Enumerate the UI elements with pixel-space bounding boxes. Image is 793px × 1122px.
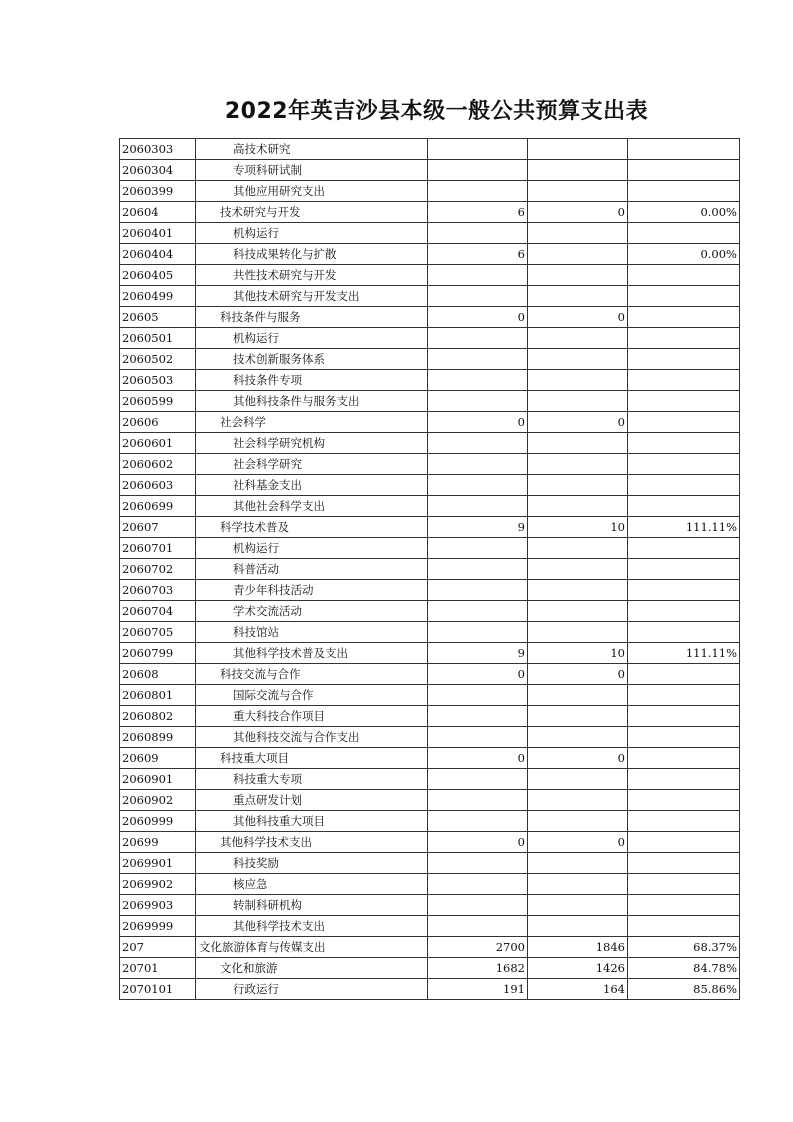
row-value-a [428,223,528,244]
row-name: 文化旅游体育与传媒支出 [196,937,428,958]
row-value-b [528,559,628,580]
row-percent [628,832,740,853]
row-code: 2060705 [120,622,196,643]
row-code: 2060602 [120,454,196,475]
row-value-a: 6 [428,202,528,223]
table-row [120,391,740,412]
row-name: 其他科技交流与合作支出 [196,727,428,748]
row-value-b: 0 [528,664,628,685]
table-row [120,475,740,496]
row-percent [628,769,740,790]
row-code: 2060902 [120,790,196,811]
row-percent [628,853,740,874]
row-value-a [428,874,528,895]
row-value-a [428,727,528,748]
row-percent [628,307,740,328]
row-name: 国际交流与合作 [196,685,428,706]
row-name: 其他科学技术普及支出 [196,643,428,664]
row-value-a [428,811,528,832]
row-value-b: 164 [528,979,628,1000]
row-value-a [428,349,528,370]
row-code: 2060503 [120,370,196,391]
table-row [120,517,740,538]
row-value-a [428,370,528,391]
row-name: 科技条件与服务 [196,307,428,328]
row-code: 2060704 [120,601,196,622]
row-code: 20701 [120,958,196,979]
row-code: 20607 [120,517,196,538]
row-percent [628,874,740,895]
row-value-a [428,160,528,181]
row-value-a [428,559,528,580]
row-name: 社会科学研究 [196,454,428,475]
row-name: 转制科研机构 [196,895,428,916]
row-name: 机构运行 [196,223,428,244]
table-row [120,265,740,286]
row-value-b [528,244,628,265]
row-value-a: 191 [428,979,528,1000]
row-percent [628,223,740,244]
row-value-a: 2700 [428,937,528,958]
row-value-b [528,265,628,286]
table-row [120,244,740,265]
row-value-b: 0 [528,412,628,433]
row-value-a: 6 [428,244,528,265]
row-value-b [528,349,628,370]
row-name: 科技重大项目 [196,748,428,769]
row-value-b [528,286,628,307]
row-percent [628,328,740,349]
row-code: 2060599 [120,391,196,412]
row-value-b [528,580,628,601]
table-row [120,685,740,706]
row-percent [628,559,740,580]
table-row [120,664,740,685]
row-value-b [528,475,628,496]
row-name: 技术研究与开发 [196,202,428,223]
row-percent [628,181,740,202]
table-row [120,874,740,895]
row-code: 2060899 [120,727,196,748]
row-value-b [528,181,628,202]
table-row [120,748,740,769]
row-value-b [528,601,628,622]
table-row [120,496,740,517]
row-value-a: 0 [428,832,528,853]
row-value-b [528,769,628,790]
row-name: 其他技术研究与开发支出 [196,286,428,307]
row-value-b [528,916,628,937]
row-code: 2069902 [120,874,196,895]
table-row [120,916,740,937]
table-row [120,727,740,748]
row-code: 20699 [120,832,196,853]
row-code: 2069999 [120,916,196,937]
row-value-a: 0 [428,307,528,328]
table-row [120,160,740,181]
row-percent [628,370,740,391]
row-code: 20605 [120,307,196,328]
table-row [120,181,740,202]
row-code: 2069901 [120,853,196,874]
budget-table [119,138,740,1000]
row-code: 2060603 [120,475,196,496]
row-code: 2060601 [120,433,196,454]
row-value-b: 10 [528,643,628,664]
row-code: 2060501 [120,328,196,349]
row-name: 科技交流与合作 [196,664,428,685]
table-row [120,832,740,853]
row-value-b [528,685,628,706]
row-name: 核应急 [196,874,428,895]
row-name: 科普活动 [196,559,428,580]
row-value-b: 0 [528,202,628,223]
row-value-b: 1426 [528,958,628,979]
row-percent [628,160,740,181]
row-value-a [428,391,528,412]
row-value-b [528,538,628,559]
row-value-b [528,727,628,748]
row-value-b: 0 [528,307,628,328]
row-value-a [428,790,528,811]
row-percent [628,433,740,454]
row-code: 2060699 [120,496,196,517]
row-percent [628,664,740,685]
table-row [120,979,740,1000]
row-percent [628,496,740,517]
row-percent [628,916,740,937]
table-row [120,769,740,790]
row-code: 2060401 [120,223,196,244]
row-percent [628,139,740,160]
row-name: 机构运行 [196,538,428,559]
row-name: 科技馆站 [196,622,428,643]
row-name: 其他科技重大项目 [196,811,428,832]
row-name: 社科基金支出 [196,475,428,496]
row-value-a [428,496,528,517]
row-name: 社会科学 [196,412,428,433]
row-name: 科技奖励 [196,853,428,874]
row-percent: 85.86% [628,979,740,1000]
row-code: 2060801 [120,685,196,706]
table-row [120,958,740,979]
row-value-b [528,874,628,895]
row-percent [628,265,740,286]
row-value-b: 0 [528,748,628,769]
row-percent: 111.11% [628,643,740,664]
row-percent [628,580,740,601]
row-code: 2060799 [120,643,196,664]
row-name: 文化和旅游 [196,958,428,979]
table-row [120,601,740,622]
row-code: 2060499 [120,286,196,307]
row-percent [628,685,740,706]
row-value-a [428,853,528,874]
row-name: 专项科研试制 [196,160,428,181]
row-percent [628,475,740,496]
row-value-b [528,454,628,475]
row-value-b [528,895,628,916]
row-percent [628,622,740,643]
row-value-a [428,538,528,559]
row-code: 2060703 [120,580,196,601]
row-name: 社会科学研究机构 [196,433,428,454]
table-row [120,139,740,160]
row-code: 2060802 [120,706,196,727]
row-value-b [528,139,628,160]
row-name: 行政运行 [196,979,428,1000]
row-value-a [428,454,528,475]
row-name: 重点研发计划 [196,790,428,811]
row-value-a [428,265,528,286]
row-value-b [528,853,628,874]
row-name: 高技术研究 [196,139,428,160]
row-name: 机构运行 [196,328,428,349]
row-name: 其他社会科学支出 [196,496,428,517]
row-name: 技术创新服务体系 [196,349,428,370]
row-code: 2060399 [120,181,196,202]
row-value-a: 9 [428,517,528,538]
row-name: 青少年科技活动 [196,580,428,601]
row-percent: 0.00% [628,244,740,265]
row-name: 其他科技条件与服务支出 [196,391,428,412]
row-value-b [528,223,628,244]
row-value-a: 1682 [428,958,528,979]
row-percent [628,706,740,727]
row-percent: 84.78% [628,958,740,979]
row-percent [628,538,740,559]
table-row [120,538,740,559]
table-row [120,790,740,811]
row-value-a: 9 [428,643,528,664]
row-percent: 0.00% [628,202,740,223]
row-percent [628,454,740,475]
row-value-b [528,496,628,517]
table-row [120,433,740,454]
table-row [120,559,740,580]
row-name: 其他科学技术支出 [196,832,428,853]
row-value-a: 0 [428,748,528,769]
table-row [120,454,740,475]
table-row [120,811,740,832]
row-code: 2060702 [120,559,196,580]
row-value-a: 0 [428,412,528,433]
row-percent: 68.37% [628,937,740,958]
row-percent [628,286,740,307]
row-value-a [428,433,528,454]
row-percent [628,748,740,769]
row-name: 科技条件专项 [196,370,428,391]
row-value-a: 0 [428,664,528,685]
row-name: 共性技术研究与开发 [196,265,428,286]
row-value-b: 10 [528,517,628,538]
row-value-b [528,160,628,181]
row-name: 其他应用研究支出 [196,181,428,202]
row-value-a [428,181,528,202]
row-code: 2060404 [120,244,196,265]
table-row [120,937,740,958]
row-value-b [528,370,628,391]
row-value-a [428,685,528,706]
row-percent [628,811,740,832]
row-value-b [528,328,628,349]
budget-table-body [120,139,740,1000]
row-name: 科技成果转化与扩散 [196,244,428,265]
table-row [120,895,740,916]
row-value-a [428,139,528,160]
table-row [120,286,740,307]
table-row [120,202,740,223]
row-value-a [428,769,528,790]
row-value-a [428,286,528,307]
row-value-b [528,391,628,412]
table-row [120,349,740,370]
row-code: 2069903 [120,895,196,916]
row-name: 重大科技合作项目 [196,706,428,727]
row-code: 207 [120,937,196,958]
row-value-b: 0 [528,832,628,853]
table-row [120,328,740,349]
row-value-a [428,328,528,349]
row-code: 2060502 [120,349,196,370]
row-code: 2060304 [120,160,196,181]
row-value-a [428,622,528,643]
row-name: 学术交流活动 [196,601,428,622]
table-row [120,580,740,601]
row-code: 2060901 [120,769,196,790]
row-code: 2060701 [120,538,196,559]
row-percent [628,727,740,748]
row-value-b [528,811,628,832]
table-row [120,223,740,244]
row-value-a [428,475,528,496]
row-code: 20609 [120,748,196,769]
row-value-b: 1846 [528,937,628,958]
row-percent [628,349,740,370]
row-value-b [528,622,628,643]
row-percent [628,790,740,811]
row-value-a [428,706,528,727]
row-percent [628,391,740,412]
row-percent [628,895,740,916]
row-code: 2060303 [120,139,196,160]
table-row [120,370,740,391]
row-value-a [428,601,528,622]
page-title: 2022年英吉沙县本级一般公共预算支出表 [224,99,649,124]
row-value-a [428,916,528,937]
row-code: 2060405 [120,265,196,286]
table-row [120,706,740,727]
row-value-a [428,895,528,916]
row-percent: 111.11% [628,517,740,538]
row-value-b [528,706,628,727]
row-code: 20604 [120,202,196,223]
table-row [120,643,740,664]
row-name: 其他科学技术支出 [196,916,428,937]
row-name: 科学技术普及 [196,517,428,538]
row-percent [628,601,740,622]
row-value-b [528,433,628,454]
table-row [120,412,740,433]
table-row [120,853,740,874]
row-percent [628,412,740,433]
table-row [120,307,740,328]
row-name: 科技重大专项 [196,769,428,790]
row-value-a [428,580,528,601]
row-value-b [528,790,628,811]
row-code: 2060999 [120,811,196,832]
row-code: 2070101 [120,979,196,1000]
row-code: 20606 [120,412,196,433]
table-row [120,622,740,643]
row-code: 20608 [120,664,196,685]
